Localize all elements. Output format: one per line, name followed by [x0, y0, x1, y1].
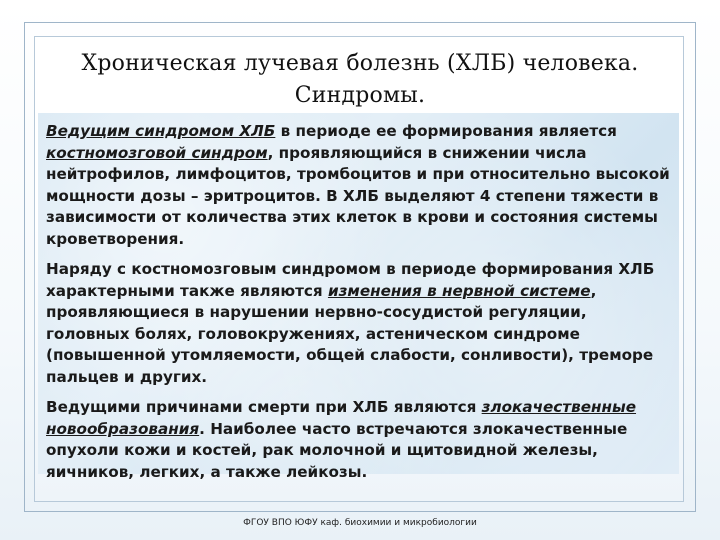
paragraph-1-text-b: , проявляющийся в снижении числа нейтрофилов, лимфоцитов, тромбоцитов и при относительно высокой мощности дозы – эритроцитов. В ХЛБ выделяют 4 степени тяжести в зависимости от количества этих клеток в крови и состояния системы кроветворения.	[46, 143, 670, 248]
paragraph-3-text-a: Ведущими причинами смерти при ХЛБ являются	[46, 398, 482, 416]
paragraph-3	[46, 397, 673, 483]
paragraph-1	[46, 121, 673, 250]
highlight-bone-marrow-syndrome: костномозговой синдром	[46, 143, 268, 162]
highlight-leading-syndrome: Ведущим синдромом ХЛБ	[46, 122, 276, 140]
paragraph-3-text-b: . Наиболее часто встречаются злокачественные опухоли кожи и костей, рак молочной и щитовидной железы, яичников, легких, а также лейкозы.	[46, 419, 628, 481]
slide-title: Хроническая лучевая болезнь (ХЛБ) человека. Синдромы.	[81, 51, 639, 108]
paragraph-2-text-b: , проявляющиеся в нарушении нервно-сосудистой регуляции, головных болях, головокружениях, астеническом синдроме (повышенной утомляемости, общей слабости, сонливости), треморе пальцев и других.	[46, 281, 654, 386]
paragraph-2-text-a: Наряду с костномозговым синдромом в периоде формирования ХЛБ характерными также являются	[46, 260, 655, 300]
highlight-nervous-system: изменения в нервной системе	[327, 281, 591, 300]
highlight-malignant-neoplasms: злокачественные новообразования	[46, 398, 637, 438]
paragraph-2	[46, 259, 673, 388]
text-panel	[38, 113, 679, 481]
paragraph-1-text-a: в периоде ее формирования является	[275, 122, 617, 140]
footer-caption: ФГОУ ВПО ЮФУ каф. биохимии и микробиологии	[243, 518, 477, 528]
